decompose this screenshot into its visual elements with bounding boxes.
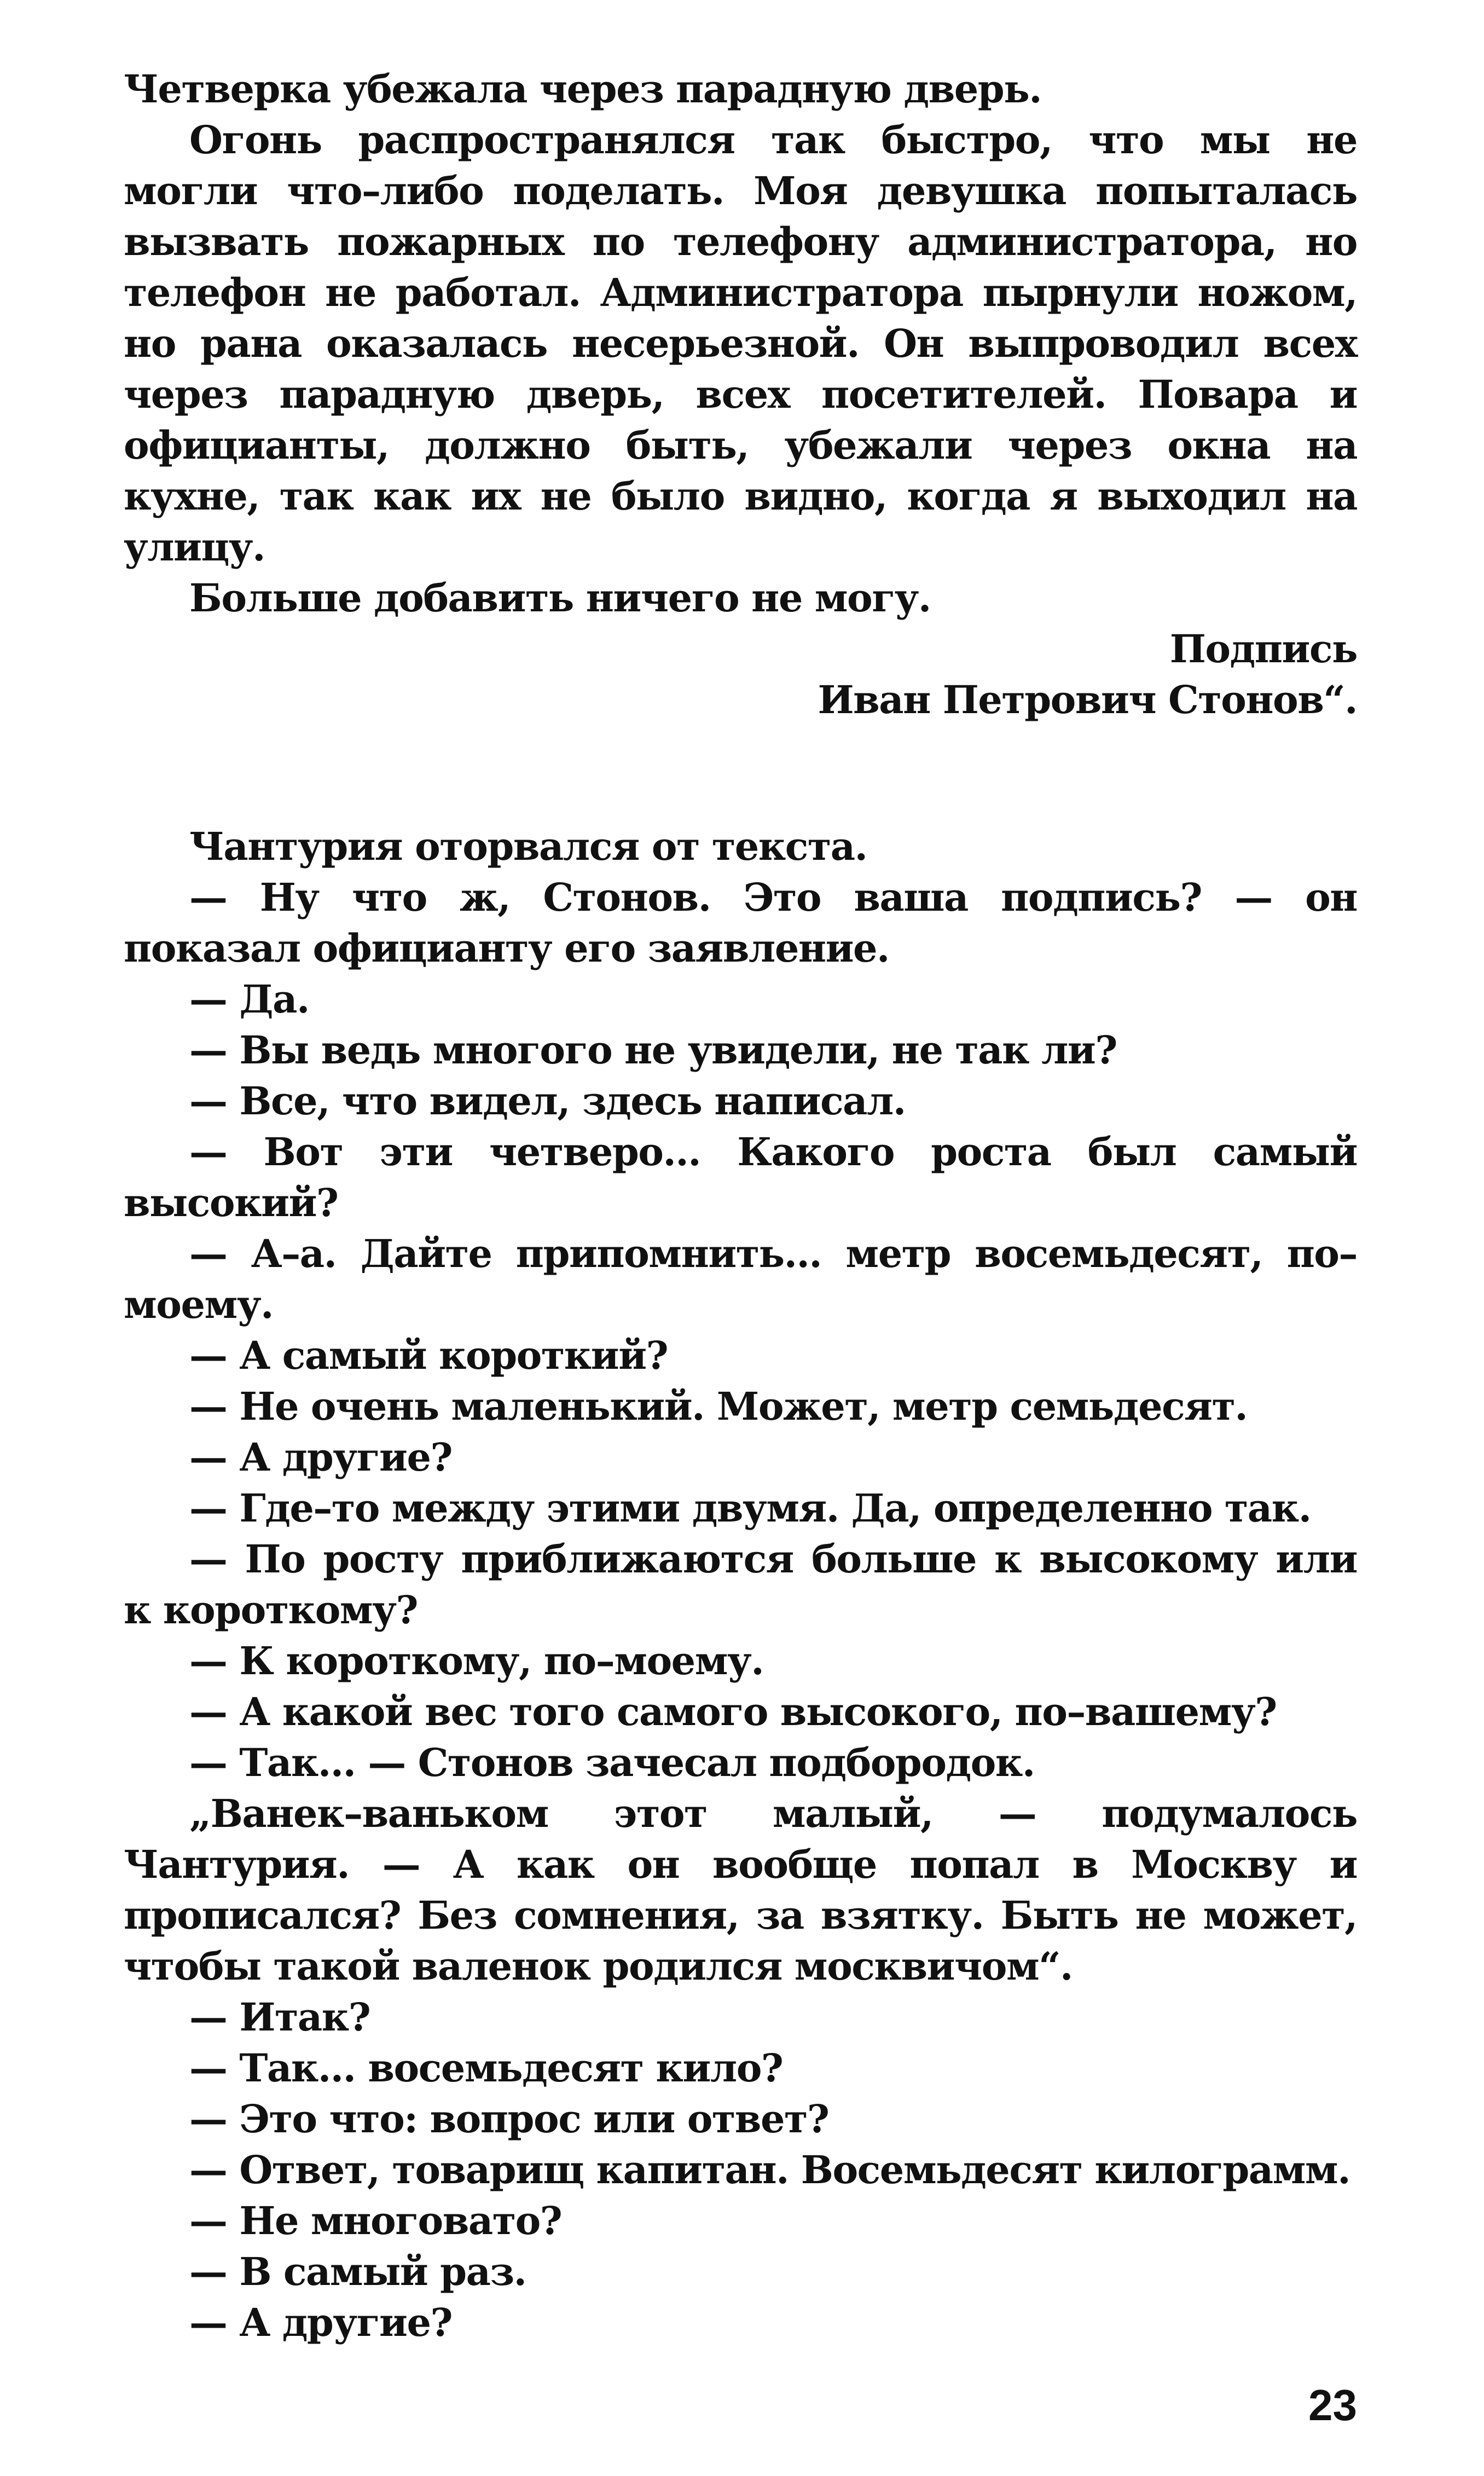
- dialogue-line: — По росту приближаются больше к высокому или к короткому?: [124, 1536, 1357, 1633]
- dialogue-line: — А самый короткий?: [189, 1333, 668, 1378]
- paragraph: Огонь распространялся так быстро, что мы не могли что–либо поделать. Моя девушка попыталась вызвать пожарных по телефону администратора, но телефон не работал. Администратора пырнули ножом, но рана оказалась несерьезной. Он выпроводил всех через парадную дверь, всех посетителей. Повара и официанты, должно быть, убежали через окна на кухне, так как их не было видно, когда я выходил на улицу.: [124, 117, 1357, 570]
- dialogue-line: — Так... — Стонов зачесал подбородок.: [189, 1740, 1035, 1785]
- dialogue-line: — А другие?: [189, 2300, 453, 2345]
- dialogue-line: — Это что: вопрос или ответ?: [189, 2096, 829, 2142]
- dialogue-line: — Где–то между этими двумя. Да, определенно так.: [189, 1485, 1311, 1531]
- paragraph: Четверка убежала через парадную дверь.: [124, 66, 1042, 112]
- dialogue-line: — Ответ, товарищ капитан. Восемьдесят килограмм.: [189, 2147, 1350, 2192]
- paragraph: Больше добавить ничего не могу.: [189, 575, 931, 621]
- dialogue-line: — Да.: [189, 976, 309, 1022]
- page-number: 23: [1308, 2381, 1357, 2429]
- dialogue-line: — Вот эти четверо... Какого роста был самый высокий?: [124, 1129, 1357, 1225]
- dialogue-line: — Так... восемьдесят кило?: [189, 2045, 783, 2091]
- dialogue-line: — К короткому, по–моему.: [189, 1638, 764, 1684]
- dialogue-line: — А другие?: [189, 1434, 453, 1480]
- paragraph: „Ванек–ваньком этот малый, — подумалось Чантурия. — А как он вообще попал в Москву и прописался? Без сомнения, за взятку. Быть не может, чтобы такой валенок родился москвичом“.: [124, 1791, 1357, 1989]
- signature-name: Иван Петрович Стонов“.: [818, 677, 1357, 722]
- dialogue-line: — В самый раз.: [189, 2249, 526, 2294]
- dialogue-line: — А какой вес того самого высокого, по–вашему?: [189, 1689, 1277, 1734]
- dialogue-line: — Все, что видел, здесь написал.: [189, 1078, 906, 1124]
- signature-label: Подпись: [1169, 626, 1357, 672]
- dialogue-line: — Не многовато?: [189, 2198, 562, 2243]
- dialogue-line: — Не очень маленький. Может, метр семьдесят.: [189, 1384, 1248, 1429]
- dialogue-line: — Итак?: [189, 1994, 370, 2040]
- dialogue-section: [124, 821, 1357, 2348]
- dialogue-line: — А–а. Дайте припомнить... метр восемьдесят, по–моему.: [124, 1231, 1357, 1327]
- testimony-section: [124, 63, 1357, 725]
- dialogue-line: — Ну что ж, Стонов. Это ваша подпись? — он показал официанту его заявление.: [124, 875, 1357, 971]
- dialogue-line: — Вы ведь многого не увидели, не так ли?: [189, 1027, 1117, 1073]
- paragraph: Чантурия оторвался от текста.: [189, 824, 867, 869]
